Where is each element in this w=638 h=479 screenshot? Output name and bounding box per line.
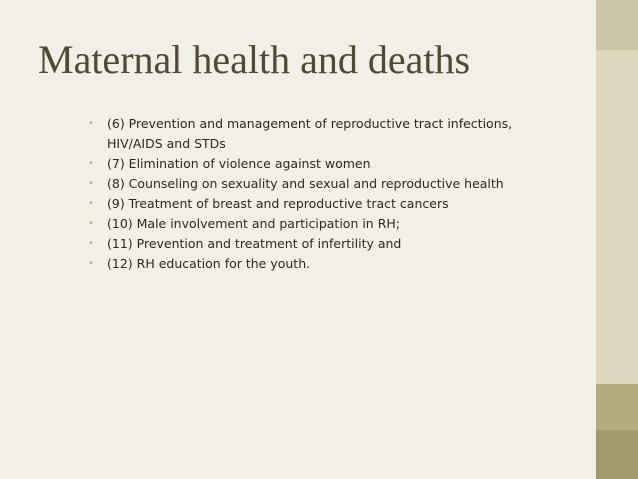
bullet-icon xyxy=(88,214,98,234)
bullet-item xyxy=(88,234,540,254)
bullet-icon xyxy=(88,114,98,134)
bullet-text: (9) Treatment of breast and reproductive tract cancers xyxy=(107,196,449,211)
bullet-text: (8) Counseling on sexuality and sexual and reproductive health xyxy=(107,176,504,191)
bullet-icon xyxy=(88,234,98,254)
bullet-text: (7) Elimination of violence against women xyxy=(107,156,371,171)
bullet-text: (11) Prevention and treatment of infertility and xyxy=(107,236,402,251)
bullet-text-continuation: HIV/AIDS and STDs xyxy=(107,136,226,151)
bullet-item xyxy=(88,174,540,194)
slide-title: Maternal health and deaths xyxy=(38,37,471,82)
bullet-icon xyxy=(88,254,98,274)
bullet-item xyxy=(88,154,540,174)
sidebar-block-lower xyxy=(596,384,638,430)
bullet-text: (6) Prevention and management of reproductive tract infections, xyxy=(107,116,513,131)
bullet-list xyxy=(88,114,540,274)
bullet-icon xyxy=(88,194,98,214)
decorative-sidebar xyxy=(596,0,638,479)
sidebar-block-bottom xyxy=(596,430,638,479)
sidebar-block-top xyxy=(596,0,638,50)
bullet-item xyxy=(88,194,540,214)
bullet-text: (10) Male involvement and participation in RH; xyxy=(107,216,400,231)
bullet-item xyxy=(88,114,540,154)
bullet-item xyxy=(88,254,540,274)
bullet-text: (12) RH education for the youth. xyxy=(107,256,311,271)
bullet-item xyxy=(88,214,540,234)
sidebar-block-middle xyxy=(596,50,638,384)
bullet-icon xyxy=(88,154,98,174)
bullet-icon xyxy=(88,174,98,194)
